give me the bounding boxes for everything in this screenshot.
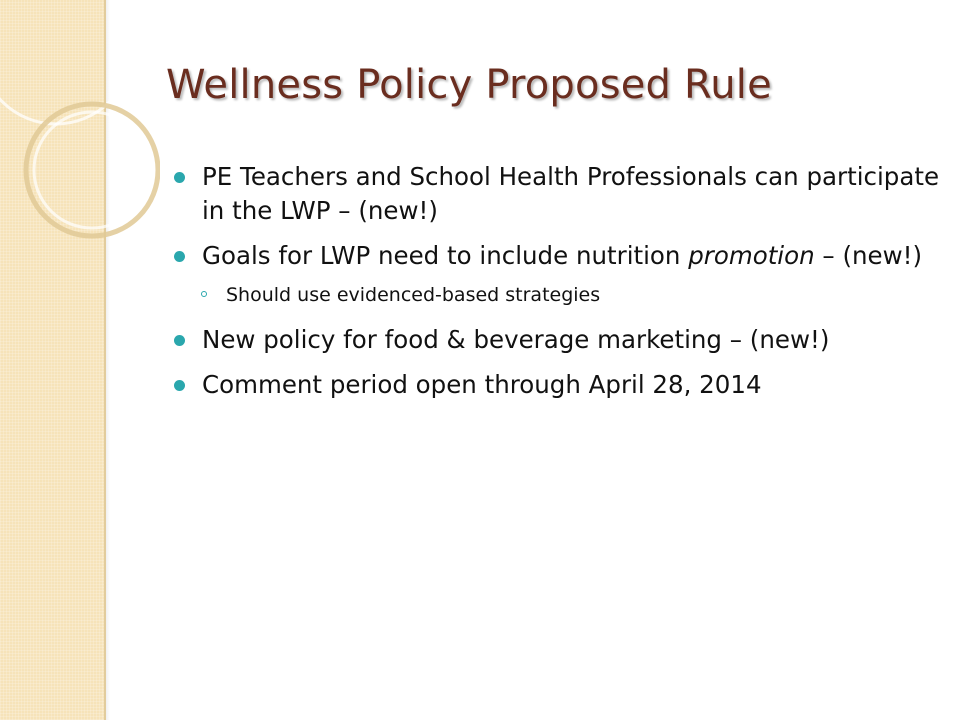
bullet-item <box>170 160 940 228</box>
bullet-text: Goals for LWP need to include nutrition <box>202 241 689 270</box>
sub-bullet-marker-icon <box>201 291 207 297</box>
bullet-item <box>170 239 940 273</box>
decorative-ring-outer <box>26 104 158 236</box>
bullet-item <box>170 323 940 357</box>
bullet-text-emphasis: promotion <box>688 241 815 270</box>
bullet-list <box>170 160 940 402</box>
bullet-text: PE Teachers and School Health Professionals can participate in the LWP – (new!) <box>202 162 940 225</box>
bullet-marker-icon <box>174 251 185 262</box>
bullet-text: Comment period open through April 28, 2014 <box>202 370 762 399</box>
bullet-marker-icon <box>174 380 185 391</box>
sub-bullet-item <box>170 282 940 308</box>
bullet-marker-icon <box>174 335 185 346</box>
sub-bullet-text: Should use evidenced-based strategies <box>226 284 601 306</box>
slide-title: Wellness Policy Proposed Rule <box>166 62 772 108</box>
bullet-item <box>170 368 940 402</box>
decorative-ring-inner <box>34 112 150 228</box>
bullet-text-tail: – (new!) <box>814 241 923 270</box>
bullet-text: New policy for food & beverage marketing – (new!) <box>202 325 830 354</box>
bullet-marker-icon <box>174 172 185 183</box>
decorative-rings <box>0 0 160 300</box>
